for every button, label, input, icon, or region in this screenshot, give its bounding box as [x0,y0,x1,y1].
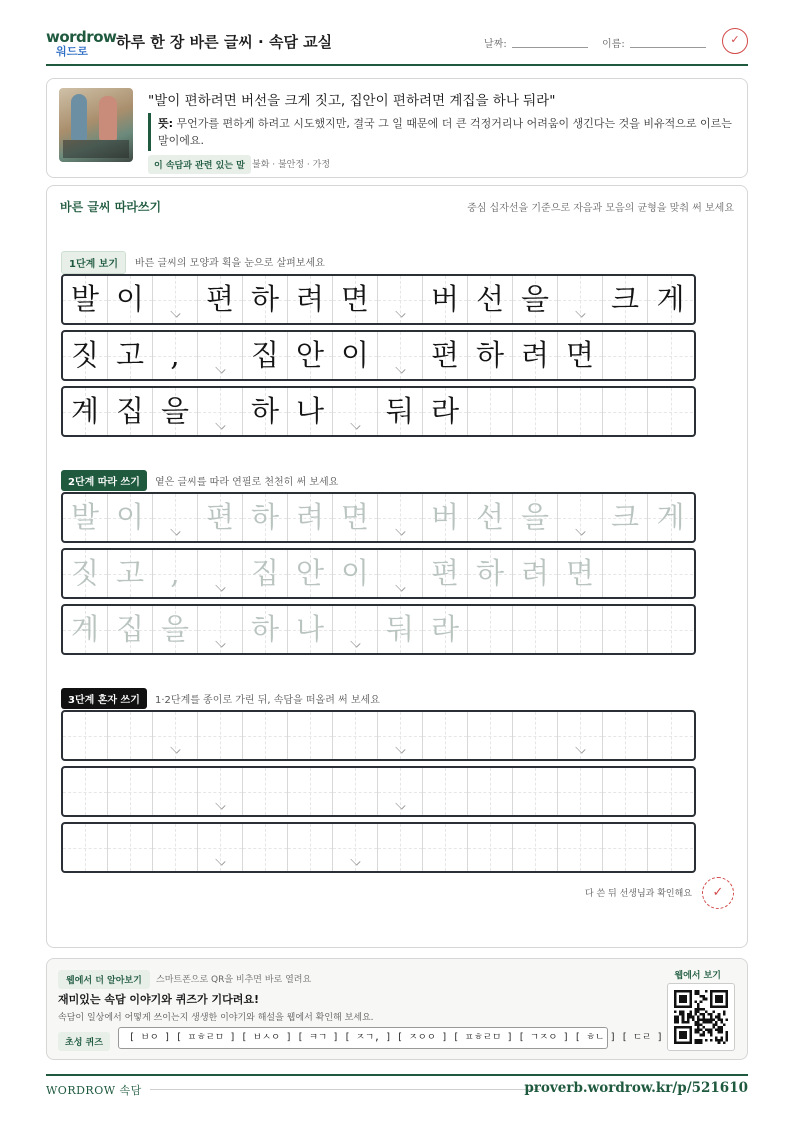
proverb-illustration [59,88,133,162]
syllable: 이 [115,282,144,316]
practice-row[interactable] [61,492,696,543]
quiz-label: 초성 퀴즈 [58,1032,110,1051]
writing-cell [63,276,108,323]
writing-cell[interactable] [423,712,468,759]
syllable: 선 [475,282,504,316]
space-mark-icon [395,307,405,317]
date-label: 날짜: [484,39,507,50]
writing-cell [198,388,243,435]
writing-cell[interactable] [558,712,603,759]
writing-cell [378,276,423,323]
qr-code-icon[interactable] [667,983,735,1051]
web-headline: 재미있는 속담 이야기와 퀴즈가 기다려요! [58,993,259,1006]
syllable: 하 [250,394,279,428]
practice-description: 중심 십자선을 기준으로 자음과 모음의 균형을 맞춰 써 보세요 [467,203,734,214]
step1-desc: 바른 글씨의 모양과 획을 눈으로 살펴보세요 [135,258,325,269]
qr-label: 웹에서 보기 [674,971,721,981]
syllable: 안 [295,556,324,590]
writing-cell[interactable] [108,768,153,815]
syllable: 편 [430,338,459,372]
writing-cell [378,332,423,379]
syllable: 둬 [385,394,414,428]
writing-cell [513,388,558,435]
writing-cell [378,388,423,435]
syllable: 이 [340,338,369,372]
syllable: 이 [340,556,369,590]
writing-cell[interactable] [468,550,513,597]
space-mark-icon [395,525,405,535]
writing-cell[interactable] [288,824,333,871]
syllable: 을 [520,282,549,316]
writing-cell[interactable] [198,606,243,653]
space-mark-icon [170,525,180,535]
writing-cell[interactable] [333,606,378,653]
syllable: 하 [475,338,504,372]
space-mark-icon [170,307,180,317]
logo-korean: 워드로 [56,45,88,58]
practice-row [61,330,696,381]
writing-cell[interactable] [243,768,288,815]
writing-cell [63,332,108,379]
writing-cell[interactable] [198,712,243,759]
writing-cell[interactable] [108,824,153,871]
writing-cell [468,332,513,379]
syllable: 버 [430,500,459,534]
space-mark-icon [575,743,585,753]
writing-cell [558,332,603,379]
writing-cell [558,388,603,435]
writing-cell [513,332,558,379]
syllable: 편 [430,556,459,590]
syllable: 하 [250,282,279,316]
syllable: 나 [295,612,324,646]
writing-cell[interactable] [513,550,558,597]
writing-cell [63,388,108,435]
writing-cell [288,388,333,435]
footer-url[interactable]: proverb.wordrow.kr/p/521610 [524,1080,748,1096]
writing-cell[interactable] [378,494,423,541]
syllable: 려 [520,338,549,372]
space-mark-icon [170,743,180,753]
step3-desc: 1·2단계를 종이로 가린 뒤, 속담을 떠올려 써 보세요 [155,695,380,706]
meaning-text: 무언가를 편하게 하려고 시도했지만, 결국 그 일 때문에 더 큰 걱정거리나 어려움이 생긴다는 것을 비유적으로 이르는 말이에요. [158,117,732,147]
syllable: 게 [656,500,685,534]
space-mark-icon [215,637,225,647]
writing-cell[interactable] [153,824,198,871]
practice-row [61,386,696,437]
proverb-meaning [158,115,738,149]
writing-cell[interactable] [288,768,333,815]
related-value: 불화 · 불안정 · 가정 [252,160,331,170]
writing-cell [288,276,333,323]
proverb-card [46,78,748,178]
space-mark-icon [215,581,225,591]
syllable: 안 [295,338,324,372]
syllable: 발 [70,500,99,534]
space-mark-icon [215,419,225,429]
writing-cell[interactable] [333,824,378,871]
syllable: 버 [430,282,459,316]
writing-cell[interactable] [423,606,468,653]
web-tag: 웹에서 더 알아보기 [58,970,150,989]
meaning-accent-bar [148,113,151,151]
writing-cell[interactable] [468,824,513,871]
writing-cell [513,276,558,323]
writing-cell [243,276,288,323]
writing-cell [333,276,378,323]
writing-cell[interactable] [153,768,198,815]
writing-cell [333,332,378,379]
syllable: 발 [70,282,99,316]
space-mark-icon [575,525,585,535]
syllable: 면 [340,500,369,534]
writing-cell[interactable] [108,606,153,653]
writing-cell[interactable] [198,768,243,815]
writing-cell [603,276,648,323]
syllable: 을 [160,394,189,428]
syllable: 짓 [70,338,99,372]
writing-cell[interactable] [153,550,198,597]
writing-cell[interactable] [378,606,423,653]
writing-cell [288,332,333,379]
writing-cell[interactable] [558,824,603,871]
writing-cell [648,276,693,323]
writing-cell[interactable] [333,768,378,815]
writing-cell [198,332,243,379]
syllable: 을 [520,500,549,534]
writing-cell[interactable] [378,824,423,871]
writing-cell [108,388,153,435]
space-mark-icon [395,363,405,373]
practice-row[interactable] [61,710,696,761]
space-mark-icon [350,855,360,865]
writing-cell[interactable] [513,824,558,871]
related-tag: 이 속담과 관련 있는 말 [148,155,251,174]
syllable: 고 [115,338,144,372]
writing-cell [603,332,648,379]
writing-cell[interactable] [333,712,378,759]
writing-cell[interactable] [378,712,423,759]
space-mark-icon [350,419,360,429]
space-mark-icon [350,637,360,647]
space-mark-icon [395,743,405,753]
writing-cell[interactable] [558,494,603,541]
writing-cell[interactable] [648,824,693,871]
space-mark-icon [395,581,405,591]
syllable: 을 [160,612,189,646]
writing-cell[interactable] [558,606,603,653]
writing-cell[interactable] [63,712,108,759]
writing-cell [423,276,468,323]
footer-divider [46,1074,748,1076]
writing-cell[interactable] [648,550,693,597]
syllable: 하 [250,612,279,646]
check-stamp-icon: ✓ [722,28,748,54]
syllable: 집 [115,612,144,646]
writing-cell[interactable] [468,494,513,541]
writing-cell [648,332,693,379]
step2-desc: 옅은 글씨를 따라 연필로 천천히 써 보세요 [155,477,339,488]
writing-cell[interactable] [63,824,108,871]
writing-cell[interactable] [288,712,333,759]
space-mark-icon [215,799,225,809]
writing-cell[interactable] [513,768,558,815]
practice-section [46,185,748,948]
writing-cell [153,276,198,323]
writing-cell[interactable] [198,824,243,871]
syllable: 계 [70,394,99,428]
syllable: 편 [205,282,234,316]
page-header [46,24,748,66]
writing-cell[interactable] [513,712,558,759]
syllable: 선 [475,500,504,534]
writing-cell[interactable] [108,712,153,759]
writing-cell[interactable] [468,606,513,653]
syllable: 집 [115,394,144,428]
writing-cell[interactable] [243,494,288,541]
web-section [46,958,748,1060]
syllable: 면 [565,556,594,590]
name-label: 이름: [602,39,625,50]
writing-cell[interactable] [648,606,693,653]
writing-cell[interactable] [603,824,648,871]
space-mark-icon [215,363,225,373]
meaning-label: 뜻: [158,117,174,130]
step1-tag: 1단계 보기 [61,251,126,274]
step2-tag: 2단계 따라 쓰기 [61,470,147,491]
space-mark-icon [395,799,405,809]
writing-cell[interactable] [63,494,108,541]
syllable: 집 [250,556,279,590]
writing-cell[interactable] [378,550,423,597]
syllable: 라 [430,612,459,646]
writing-cell[interactable] [648,494,693,541]
writing-cell[interactable] [603,768,648,815]
writing-cell [648,388,693,435]
space-mark-icon [575,307,585,317]
writing-cell[interactable] [648,712,693,759]
writing-cell[interactable] [198,494,243,541]
writing-cell [603,388,648,435]
syllable: 게 [656,282,685,316]
teacher-stamp-icon: ✓ [702,877,734,909]
practice-title: 바른 글씨 따라쓰기 [60,200,162,214]
syllable: , [170,556,180,590]
writing-cell[interactable] [63,768,108,815]
space-mark-icon [215,855,225,865]
writing-cell[interactable] [423,824,468,871]
writing-cell [468,388,513,435]
practice-row[interactable] [61,822,696,873]
writing-cell [153,388,198,435]
check-text: 다 쓴 뒤 선생님과 확인해요 [584,889,692,899]
syllable: 면 [340,282,369,316]
proverb-quote: "발이 편하려면 버선을 크게 짓고, 집안이 편하려면 계집을 하나 둬라" [148,93,556,109]
writing-cell [108,276,153,323]
writing-cell [468,276,513,323]
writing-cell[interactable] [558,550,603,597]
syllable: 둬 [385,612,414,646]
writing-cell[interactable] [288,494,333,541]
writing-cell[interactable] [468,768,513,815]
writing-cell [198,276,243,323]
syllable: 면 [565,338,594,372]
writing-cell[interactable] [108,494,153,541]
writing-cell[interactable] [63,550,108,597]
syllable: 크 [610,282,639,316]
syllable: 려 [520,556,549,590]
writing-cell[interactable] [153,494,198,541]
practice-row [61,274,696,325]
syllable: 편 [205,500,234,534]
syllable: 집 [250,338,279,372]
writing-cell[interactable] [513,494,558,541]
writing-cell [423,388,468,435]
syllable: 고 [115,556,144,590]
step3-tag: 3단계 혼자 쓰기 [61,688,147,709]
writing-cell [558,276,603,323]
writing-cell [108,332,153,379]
syllable: , [170,338,180,372]
syllable: 이 [115,500,144,534]
web-tag-desc: 스마트폰으로 QR을 비추면 바로 열려요 [156,975,312,985]
writing-cell[interactable] [423,768,468,815]
wordrow-logo [46,28,117,58]
writing-cell[interactable] [198,550,243,597]
syllable: 하 [250,500,279,534]
writing-cell[interactable] [423,494,468,541]
practice-row[interactable] [61,604,696,655]
writing-cell[interactable] [288,606,333,653]
practice-row[interactable] [61,766,696,817]
writing-cell[interactable] [63,606,108,653]
writing-cell[interactable] [468,712,513,759]
writing-cell[interactable] [603,550,648,597]
writing-cell[interactable] [603,712,648,759]
writing-cell[interactable] [423,550,468,597]
writing-cell [243,332,288,379]
date-field[interactable] [512,47,588,48]
page-title: 하루 한 장 바른 글씨 · 속담 교실 [116,33,333,51]
writing-cell[interactable] [243,712,288,759]
writing-cell[interactable] [603,606,648,653]
writing-cell[interactable] [648,768,693,815]
writing-cell[interactable] [108,550,153,597]
footer-brand: WORDROW 속담 [46,1084,142,1097]
syllable: 짓 [70,556,99,590]
footer-rule [150,1089,540,1090]
web-description: 속담이 일상에서 어떻게 쓰이는지 생생한 이야기와 해설을 웹에서 확인해 보세요. [58,1013,374,1023]
practice-row[interactable] [61,548,696,599]
syllable: 하 [475,556,504,590]
writing-cell[interactable] [288,550,333,597]
writing-cell[interactable] [378,768,423,815]
writing-cell[interactable] [153,712,198,759]
logo-wordmark: wordrow [46,28,117,46]
syllable: 라 [430,394,459,428]
writing-cell[interactable] [603,494,648,541]
writing-cell[interactable] [513,606,558,653]
writing-cell[interactable] [558,768,603,815]
syllable: 려 [295,500,324,534]
syllable: 나 [295,394,324,428]
syllable: 크 [610,500,639,534]
syllable: 계 [70,612,99,646]
writing-cell[interactable] [153,606,198,653]
writing-cell[interactable] [243,606,288,653]
writing-cell [423,332,468,379]
writing-cell [153,332,198,379]
syllable: 려 [295,282,324,316]
writing-cell[interactable] [333,550,378,597]
writing-cell[interactable] [243,550,288,597]
name-field[interactable] [630,47,706,48]
writing-cell [333,388,378,435]
writing-cell[interactable] [333,494,378,541]
quiz-box: [ ㅂㅇ ] [ ㅍㅎㄹㅁ ] [ ㅂㅅㅇ ] [ ㅋㄱ ] [ ㅈㄱ, ] [ ㅈㅇㅇ ] [ ㅍㅎㄹㅁ ] [ ㄱㅈㅇ ] [ ㅎㄴ ] [ ㄷㄹ ] [118,1027,608,1049]
writing-cell[interactable] [243,824,288,871]
writing-cell [243,388,288,435]
